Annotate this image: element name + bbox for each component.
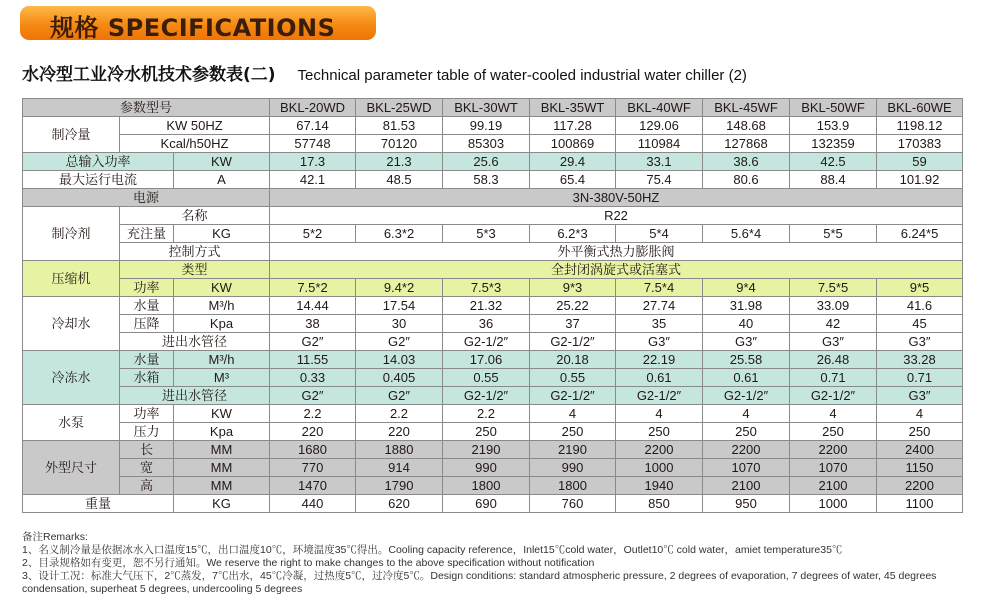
cooling-kcal-1: 70120 xyxy=(356,135,443,153)
chw-pipe-7: G3″ xyxy=(877,387,963,405)
cooling-label: 制冷量 xyxy=(23,117,120,153)
cw-flow-2: 21.32 xyxy=(443,297,530,315)
weight-unit: KG xyxy=(174,495,270,513)
cooling-water-flow-row xyxy=(23,297,963,315)
power-input-2: 25.6 xyxy=(443,153,530,171)
charge-7: 6.24*5 xyxy=(877,225,963,243)
weight-5: 950 xyxy=(703,495,790,513)
compressor-power-7: 9*5 xyxy=(877,279,963,297)
cooling-kcal-2: 85303 xyxy=(443,135,530,153)
compressor-power-5: 9*4 xyxy=(703,279,790,297)
pump-power-6: 4 xyxy=(790,405,877,423)
pump-pressure-unit: Kpa xyxy=(174,423,270,441)
model-name: BKL-60WE xyxy=(877,99,963,117)
chw-tank-3: 0.55 xyxy=(530,369,616,387)
height-7: 2200 xyxy=(877,477,963,495)
pump-pressure-6: 250 xyxy=(790,423,877,441)
pump-power-4: 4 xyxy=(616,405,703,423)
cw-flow-unit: M³/h xyxy=(174,297,270,315)
compressor-type-label: 类型 xyxy=(120,261,270,279)
pump-pressure-2: 250 xyxy=(443,423,530,441)
charge-unit: KG xyxy=(174,225,270,243)
pump-power-5: 4 xyxy=(703,405,790,423)
remark-2: 2、目录规格如有变更，恕不另行通知。We reserve the right to make changes to the above specification without notification xyxy=(22,557,595,569)
cw-pipe-4: G3″ xyxy=(616,333,703,351)
cooling-kw-5: 148.68 xyxy=(703,117,790,135)
chw-tank-0: 0.33 xyxy=(270,369,356,387)
cooling-kcal-5: 127868 xyxy=(703,135,790,153)
chw-flow-1: 14.03 xyxy=(356,351,443,369)
chw-pipe-1: G2″ xyxy=(356,387,443,405)
cw-drop-7: 45 xyxy=(877,315,963,333)
compressor-power-0: 7.5*2 xyxy=(270,279,356,297)
model-name: BKL-40WF xyxy=(616,99,703,117)
weight-3: 760 xyxy=(530,495,616,513)
max-current-3: 65.4 xyxy=(530,171,616,189)
compressor-power-row xyxy=(23,279,963,297)
dim-width-row xyxy=(23,459,963,477)
table-title xyxy=(22,60,747,85)
table-title-cn: 水冷型工业冷水机技术参数表(二) xyxy=(22,65,276,85)
charge-label: 充注量 xyxy=(120,225,174,243)
weight-row xyxy=(23,495,963,513)
cw-flow-7: 41.6 xyxy=(877,297,963,315)
cooling-kw-2: 99.19 xyxy=(443,117,530,135)
cw-pipe-2: G2-1/2″ xyxy=(443,333,530,351)
weight-6: 1000 xyxy=(790,495,877,513)
cooling-water-pipe-row xyxy=(23,333,963,351)
table-title-en: Technical parameter table of water-cooled industrial water chiller (2) xyxy=(297,67,747,84)
refrigerant-label: 制冷剂 xyxy=(23,207,120,261)
cooling-kw-4: 129.06 xyxy=(616,117,703,135)
pump-power-1: 2.2 xyxy=(356,405,443,423)
cw-pipe-0: G2″ xyxy=(270,333,356,351)
chilled-water-flow-row xyxy=(23,351,963,369)
length-5: 2200 xyxy=(703,441,790,459)
compressor-power-unit: KW xyxy=(174,279,270,297)
compressor-power-4: 7.5*4 xyxy=(616,279,703,297)
cw-pipe-3: G2-1/2″ xyxy=(530,333,616,351)
cw-pipe-5: G3″ xyxy=(703,333,790,351)
pump-pressure-5: 250 xyxy=(703,423,790,441)
pump-pressure-1: 220 xyxy=(356,423,443,441)
banner-title: 规格 SPECIFICATIONS xyxy=(50,14,336,42)
pump-pressure-7: 250 xyxy=(877,423,963,441)
chw-pipe-4: G2-1/2″ xyxy=(616,387,703,405)
cw-flow-1: 17.54 xyxy=(356,297,443,315)
pump-power-label: 功率 xyxy=(120,405,174,423)
max-current-7: 101.92 xyxy=(877,171,963,189)
cooling-kcal-7: 170383 xyxy=(877,135,963,153)
chw-tank-4: 0.61 xyxy=(616,369,703,387)
chw-flow-2: 17.06 xyxy=(443,351,530,369)
chw-pipe-label: 进出水管径 xyxy=(120,387,270,405)
chw-tank-1: 0.405 xyxy=(356,369,443,387)
pump-power-3: 4 xyxy=(530,405,616,423)
charge-1: 6.3*2 xyxy=(356,225,443,243)
width-0: 770 xyxy=(270,459,356,477)
width-6: 1070 xyxy=(790,459,877,477)
chw-flow-5: 25.58 xyxy=(703,351,790,369)
refrigerant-name-value: R22 xyxy=(270,207,963,225)
chw-tank-5: 0.61 xyxy=(703,369,790,387)
charge-2: 5*3 xyxy=(443,225,530,243)
cooling-kw-0: 67.14 xyxy=(270,117,356,135)
pump-pressure-row xyxy=(23,423,963,441)
weight-7: 1100 xyxy=(877,495,963,513)
power-input-label: 总输入功率 xyxy=(23,153,174,171)
remark-3: 3、设计工况：标准大气压下，2℃蒸发，7℃出水，45℃冷凝，过热度5℃，过冷度5℃。Design conditions: standard atmospheric pressure, 2 degrees of evaporation, 7 degrees of water, 45 degrees condensation, superheat 5 degrees, undercooling 5 degrees xyxy=(22,570,937,595)
width-unit: MM xyxy=(174,459,270,477)
length-3: 2190 xyxy=(530,441,616,459)
chw-pipe-3: G2-1/2″ xyxy=(530,387,616,405)
power-input-1: 21.3 xyxy=(356,153,443,171)
width-1: 914 xyxy=(356,459,443,477)
pump-pressure-label: 压力 xyxy=(120,423,174,441)
weight-4: 850 xyxy=(616,495,703,513)
remarks xyxy=(22,531,972,596)
specifications-banner xyxy=(20,6,376,40)
chw-tank-7: 0.71 xyxy=(877,369,963,387)
chw-flow-unit: M³/h xyxy=(174,351,270,369)
dimensions-label: 外型尺寸 xyxy=(23,441,120,495)
max-current-label: 最大运行电流 xyxy=(23,171,174,189)
power-input-unit: KW xyxy=(174,153,270,171)
cooling-kw-row xyxy=(23,117,963,135)
refrigerant-charge-row xyxy=(23,225,963,243)
max-current-1: 48.5 xyxy=(356,171,443,189)
model-header: 参数型号 xyxy=(23,99,270,117)
cw-drop-label: 压降 xyxy=(120,315,174,333)
cooling-water-drop-row xyxy=(23,315,963,333)
cw-drop-unit: Kpa xyxy=(174,315,270,333)
width-3: 990 xyxy=(530,459,616,477)
refrigerant-control-row xyxy=(23,243,963,261)
chw-flow-0: 11.55 xyxy=(270,351,356,369)
width-5: 1070 xyxy=(703,459,790,477)
weight-1: 620 xyxy=(356,495,443,513)
chw-tank-2: 0.55 xyxy=(443,369,530,387)
compressor-type-row xyxy=(23,261,963,279)
cw-flow-5: 31.98 xyxy=(703,297,790,315)
weight-label: 重量 xyxy=(23,495,174,513)
dim-height-row xyxy=(23,477,963,495)
cw-drop-1: 30 xyxy=(356,315,443,333)
model-name: BKL-20WD xyxy=(270,99,356,117)
length-7: 2400 xyxy=(877,441,963,459)
model-name: BKL-35WT xyxy=(530,99,616,117)
charge-3: 6.2*3 xyxy=(530,225,616,243)
compressor-type-value: 全封闭涡旋式或活塞式 xyxy=(270,261,963,279)
charge-0: 5*2 xyxy=(270,225,356,243)
cw-drop-6: 42 xyxy=(790,315,877,333)
pump-power-0: 2.2 xyxy=(270,405,356,423)
pump-power-2: 2.2 xyxy=(443,405,530,423)
length-label: 长 xyxy=(120,441,174,459)
cw-pipe-7: G3″ xyxy=(877,333,963,351)
length-1: 1880 xyxy=(356,441,443,459)
power-supply-row xyxy=(23,189,963,207)
model-name: BKL-30WT xyxy=(443,99,530,117)
width-4: 1000 xyxy=(616,459,703,477)
power-input-3: 29.4 xyxy=(530,153,616,171)
charge-5: 5.6*4 xyxy=(703,225,790,243)
max-current-unit: A xyxy=(174,171,270,189)
chilled-water-tank-row xyxy=(23,369,963,387)
cooling-kcal-3: 100869 xyxy=(530,135,616,153)
chw-pipe-0: G2″ xyxy=(270,387,356,405)
model-name: BKL-25WD xyxy=(356,99,443,117)
cooling-kcal-unit: Kcal/h50HZ xyxy=(120,135,270,153)
chw-pipe-5: G2-1/2″ xyxy=(703,387,790,405)
power-input-6: 42.5 xyxy=(790,153,877,171)
cooling-kcal-0: 57748 xyxy=(270,135,356,153)
weight-0: 440 xyxy=(270,495,356,513)
length-4: 2200 xyxy=(616,441,703,459)
compressor-label: 压缩机 xyxy=(23,261,120,297)
charge-4: 5*4 xyxy=(616,225,703,243)
compressor-power-1: 9.4*2 xyxy=(356,279,443,297)
max-current-5: 80.6 xyxy=(703,171,790,189)
height-0: 1470 xyxy=(270,477,356,495)
power-input-row xyxy=(23,153,963,171)
cw-drop-2: 36 xyxy=(443,315,530,333)
cooling-kw-7: 1198.12 xyxy=(877,117,963,135)
height-4: 1940 xyxy=(616,477,703,495)
control-label: 控制方式 xyxy=(120,243,270,261)
cooling-kcal-4: 110984 xyxy=(616,135,703,153)
height-1: 1790 xyxy=(356,477,443,495)
cw-flow-3: 25.22 xyxy=(530,297,616,315)
chw-flow-7: 33.28 xyxy=(877,351,963,369)
power-input-0: 17.3 xyxy=(270,153,356,171)
power-supply-value: 3N-380V-50HZ xyxy=(270,189,963,207)
height-2: 1800 xyxy=(443,477,530,495)
pump-pressure-0: 220 xyxy=(270,423,356,441)
compressor-power-3: 9*3 xyxy=(530,279,616,297)
chw-pipe-2: G2-1/2″ xyxy=(443,387,530,405)
remarks-title: 备注Remarks: xyxy=(22,531,88,543)
pump-pressure-4: 250 xyxy=(616,423,703,441)
cw-flow-label: 水量 xyxy=(120,297,174,315)
chw-tank-unit: M³ xyxy=(174,369,270,387)
length-2: 2190 xyxy=(443,441,530,459)
cw-pipe-label: 进出水管径 xyxy=(120,333,270,351)
cw-drop-5: 40 xyxy=(703,315,790,333)
chw-flow-4: 22.19 xyxy=(616,351,703,369)
pump-power-7: 4 xyxy=(877,405,963,423)
power-input-5: 38.6 xyxy=(703,153,790,171)
dim-length-row xyxy=(23,441,963,459)
pump-pressure-3: 250 xyxy=(530,423,616,441)
cooling-kw-unit: KW 50HZ xyxy=(120,117,270,135)
cw-flow-0: 14.44 xyxy=(270,297,356,315)
max-current-2: 58.3 xyxy=(443,171,530,189)
chw-pipe-6: G2-1/2″ xyxy=(790,387,877,405)
height-6: 2100 xyxy=(790,477,877,495)
cooling-kw-1: 81.53 xyxy=(356,117,443,135)
spec-table xyxy=(22,98,963,513)
compressor-power-6: 7.5*5 xyxy=(790,279,877,297)
width-2: 990 xyxy=(443,459,530,477)
cooling-kw-6: 153.9 xyxy=(790,117,877,135)
chw-flow-6: 26.48 xyxy=(790,351,877,369)
width-label: 宽 xyxy=(120,459,174,477)
width-7: 1150 xyxy=(877,459,963,477)
refrigerant-name-label: 名称 xyxy=(120,207,270,225)
chw-tank-label: 水箱 xyxy=(120,369,174,387)
compressor-power-2: 7.5*3 xyxy=(443,279,530,297)
cw-flow-6: 33.09 xyxy=(790,297,877,315)
cw-pipe-6: G3″ xyxy=(790,333,877,351)
model-name: BKL-45WF xyxy=(703,99,790,117)
control-value: 外平衡式热力膨胀阀 xyxy=(270,243,963,261)
remark-1: 1、名义制冷量是依据冰水入口温度15℃，出口温度10℃，环境温度35℃得出。Cooling capacity reference，Inlet15℃cold water，Outlet10℃ cold water，amiet temperature35℃ xyxy=(22,544,843,556)
cooling-kw-3: 117.28 xyxy=(530,117,616,135)
height-3: 1800 xyxy=(530,477,616,495)
chw-tank-6: 0.71 xyxy=(790,369,877,387)
max-current-0: 42.1 xyxy=(270,171,356,189)
model-name: BKL-50WF xyxy=(790,99,877,117)
refrigerant-name-row xyxy=(23,207,963,225)
max-current-4: 75.4 xyxy=(616,171,703,189)
charge-6: 5*5 xyxy=(790,225,877,243)
cw-drop-0: 38 xyxy=(270,315,356,333)
header-row xyxy=(23,99,963,117)
length-6: 2200 xyxy=(790,441,877,459)
cw-pipe-1: G2″ xyxy=(356,333,443,351)
max-current-row xyxy=(23,171,963,189)
cw-drop-4: 35 xyxy=(616,315,703,333)
chw-flow-label: 水量 xyxy=(120,351,174,369)
length-0: 1680 xyxy=(270,441,356,459)
cooling-kcal-row xyxy=(23,135,963,153)
pump-label: 水泵 xyxy=(23,405,120,441)
power-input-4: 33.1 xyxy=(616,153,703,171)
height-unit: MM xyxy=(174,477,270,495)
power-supply-label: 电源 xyxy=(23,189,270,207)
cooling-water-label: 冷却水 xyxy=(23,297,120,351)
chilled-water-pipe-row xyxy=(23,387,963,405)
height-label: 高 xyxy=(120,477,174,495)
pump-power-unit: KW xyxy=(174,405,270,423)
weight-2: 690 xyxy=(443,495,530,513)
cw-flow-4: 27.74 xyxy=(616,297,703,315)
chw-flow-3: 20.18 xyxy=(530,351,616,369)
power-input-7: 59 xyxy=(877,153,963,171)
chilled-water-label: 冷冻水 xyxy=(23,351,120,405)
length-unit: MM xyxy=(174,441,270,459)
height-5: 2100 xyxy=(703,477,790,495)
compressor-power-label: 功率 xyxy=(120,279,174,297)
pump-power-row xyxy=(23,405,963,423)
cw-drop-3: 37 xyxy=(530,315,616,333)
max-current-6: 88.4 xyxy=(790,171,877,189)
cooling-kcal-6: 132359 xyxy=(790,135,877,153)
